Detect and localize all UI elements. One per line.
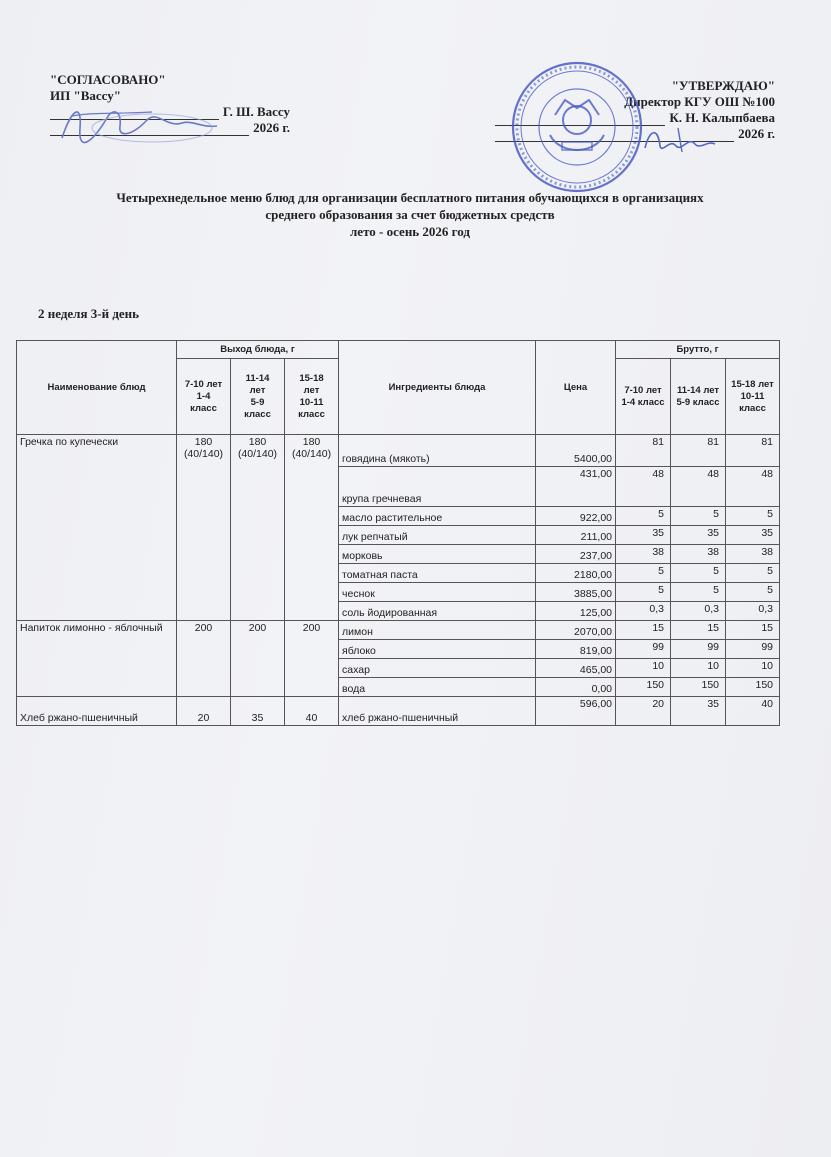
price-cell: 0,00: [536, 678, 616, 697]
gross-cell: 0,3: [671, 602, 726, 621]
price-cell: 125,00: [536, 602, 616, 621]
menu-table: [16, 340, 780, 726]
dish-output-cell: 20: [177, 697, 231, 726]
gross-cell: 81: [616, 435, 671, 467]
approved-title: "УТВЕРЖДАЮ": [671, 78, 775, 93]
title-line-1: Четырехнедельное меню блюд для организации бесплатного питания обучающихся в организациях: [116, 190, 704, 205]
gross-cell: 5: [726, 564, 780, 583]
header-line: 1-4: [196, 390, 211, 402]
header-line: 7-10 лет: [624, 384, 662, 396]
gross-cell: 35: [671, 697, 726, 726]
header-out-7-10: [177, 359, 231, 435]
header-ingredients: Ингредиенты блюда: [339, 341, 536, 435]
dish-output-cell: 200: [231, 621, 285, 697]
gross-cell: 5: [671, 564, 726, 583]
gross-cell: 38: [671, 545, 726, 564]
price-cell: 5400,00: [536, 435, 616, 467]
document-title: [40, 189, 780, 240]
dish-name-cell: Хлеб ржано-пшеничный: [17, 697, 177, 726]
ingredient-name-cell: соль йодированная: [339, 602, 536, 621]
header-gross-11-14: [671, 359, 726, 435]
gross-cell: 150: [616, 678, 671, 697]
ingredient-name-cell: хлеб ржано-пшеничный: [339, 697, 536, 726]
price-cell: 922,00: [536, 507, 616, 526]
dish-output-cell: 35: [231, 697, 285, 726]
gross-cell: 99: [726, 640, 780, 659]
ingredient-name-cell: говядина (мякоть): [339, 435, 536, 467]
approved-person: К. Н. Калыпбаева: [669, 110, 775, 125]
header-line: 11-14: [245, 372, 270, 384]
title-line-2: среднего образования за счет бюджетных средств: [265, 207, 555, 222]
gross-cell: 5: [616, 564, 671, 583]
gross-cell: 35: [616, 526, 671, 545]
header-line: класс: [190, 402, 217, 414]
gross-cell: 20: [616, 697, 671, 726]
gross-cell: 48: [616, 467, 671, 507]
table-row: [17, 697, 780, 726]
gross-cell: 150: [726, 678, 780, 697]
header-gross-7-10: [616, 359, 671, 435]
gross-cell: 15: [616, 621, 671, 640]
gross-cell: 5: [671, 507, 726, 526]
header-price: Цена: [536, 341, 616, 435]
gross-cell: 40: [726, 697, 780, 726]
gross-cell: 0,3: [616, 602, 671, 621]
gross-cell: 5: [616, 583, 671, 602]
table-row: [17, 621, 780, 640]
header-line: 15-18: [299, 372, 324, 384]
header-gross-group: Брутто, г: [616, 341, 780, 359]
header-line: 1-4 класс: [621, 396, 665, 408]
ingredient-name-cell: вода: [339, 678, 536, 697]
price-cell: 2180,00: [536, 564, 616, 583]
dish-output-cell: 180 (40/140): [231, 435, 285, 621]
gross-cell: 99: [671, 640, 726, 659]
gross-cell: 48: [726, 467, 780, 507]
header-line: 5-9 класс: [676, 396, 720, 408]
header-line: 11-14 лет: [676, 384, 720, 396]
dish-name-cell: Напиток лимонно - яблочный: [17, 621, 177, 697]
gross-cell: 0,3: [726, 602, 780, 621]
gross-cell: 5: [726, 583, 780, 602]
gross-cell: 5: [616, 507, 671, 526]
ingredient-name-cell: крупа гречневая: [339, 467, 536, 507]
week-day-label: 2 неделя 3-й день: [38, 306, 140, 321]
gross-cell: 38: [616, 545, 671, 564]
ingredient-name-cell: лук репчатый: [339, 526, 536, 545]
gross-cell: 48: [671, 467, 726, 507]
price-cell: 819,00: [536, 640, 616, 659]
gross-cell: 81: [671, 435, 726, 467]
approved-position: Директор КГУ ОШ №100: [624, 94, 775, 109]
dish-name-cell: Гречка по купечески: [17, 435, 177, 621]
handwritten-signature-left: [52, 98, 222, 148]
header-line: 10-11: [740, 390, 765, 402]
ingredient-name-cell: яблоко: [339, 640, 536, 659]
price-cell: 2070,00: [536, 621, 616, 640]
gross-cell: 5: [726, 507, 780, 526]
dish-output-cell: 200: [177, 621, 231, 697]
ingredient-name-cell: морковь: [339, 545, 536, 564]
header-out-15-18: [285, 359, 339, 435]
price-cell: 596,00: [536, 697, 616, 726]
title-line-3: лето - осень 2026 год: [350, 224, 470, 239]
ingredient-name-cell: лимон: [339, 621, 536, 640]
gross-cell: 81: [726, 435, 780, 467]
gross-cell: 10: [616, 659, 671, 678]
gross-cell: 99: [616, 640, 671, 659]
dish-output-cell: 180 (40/140): [177, 435, 231, 621]
price-cell: 465,00: [536, 659, 616, 678]
official-seal-stamp: [510, 60, 645, 195]
agreed-person: Г. Ш. Вассу: [222, 104, 290, 119]
gross-cell: 10: [671, 659, 726, 678]
header-line: 5-9: [250, 396, 265, 408]
handwritten-signature-right: [640, 118, 720, 158]
gross-cell: 35: [671, 526, 726, 545]
gross-cell: 10: [726, 659, 780, 678]
gross-cell: 38: [726, 545, 780, 564]
approved-year: 2026 г.: [738, 126, 775, 141]
ingredient-name-cell: масло растительное: [339, 507, 536, 526]
header-line: 7-10 лет: [184, 378, 223, 390]
dish-output-cell: 40: [285, 697, 339, 726]
header-line: класс: [244, 408, 271, 420]
header-line: класс: [298, 408, 325, 420]
header-output-group: Выход блюда, г: [177, 341, 339, 359]
header-line: класс: [739, 402, 766, 414]
dish-output-cell: 180 (40/140): [285, 435, 339, 621]
header-dish-name: Наименование блюд: [17, 341, 177, 435]
agreed-year: 2026 г.: [253, 120, 290, 135]
gross-cell: 15: [671, 621, 726, 640]
table-row: [17, 435, 780, 467]
gross-cell: 35: [726, 526, 780, 545]
header-line: лет: [249, 384, 266, 396]
header-line: 10-11: [299, 396, 324, 408]
header-out-11-14: [231, 359, 285, 435]
gross-cell: 5: [671, 583, 726, 602]
header-line: лет: [303, 384, 320, 396]
header-gross-15-18: [726, 359, 780, 435]
price-cell: 3885,00: [536, 583, 616, 602]
agreed-org: ИП "Вассу": [50, 88, 121, 103]
ingredient-name-cell: томатная паста: [339, 564, 536, 583]
ingredient-name-cell: чеснок: [339, 583, 536, 602]
price-cell: 237,00: [536, 545, 616, 564]
header-line: 15-18 лет: [731, 378, 774, 390]
agreed-title: "СОГЛАСОВАНО": [50, 72, 166, 87]
dish-output-cell: 200: [285, 621, 339, 697]
gross-cell: 150: [671, 678, 726, 697]
price-cell: 211,00: [536, 526, 616, 545]
price-cell: 431,00: [536, 467, 616, 507]
ingredient-name-cell: сахар: [339, 659, 536, 678]
gross-cell: 15: [726, 621, 780, 640]
